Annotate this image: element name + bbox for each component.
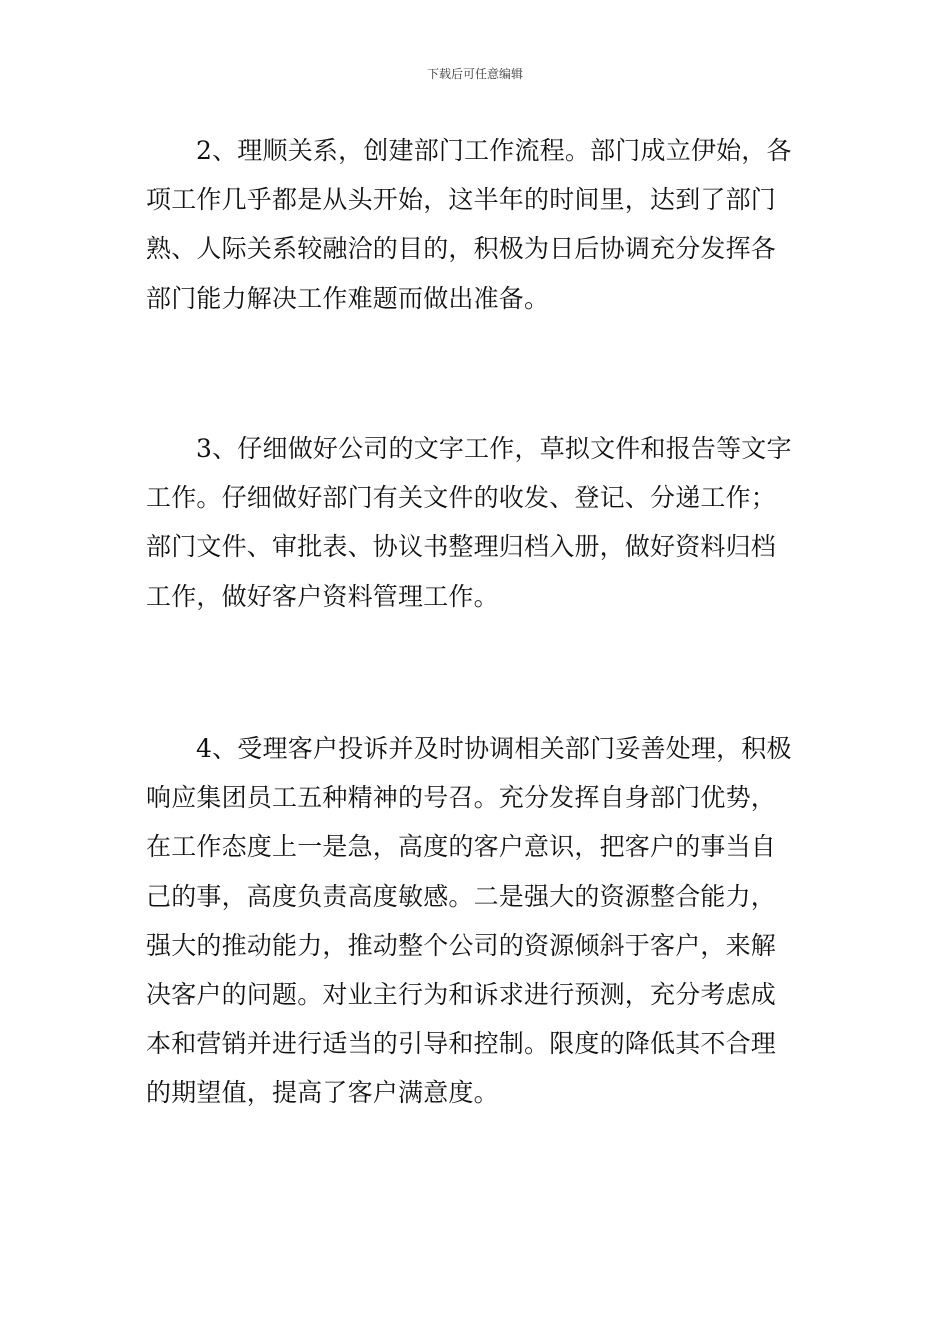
text-line: 工作。仔细做好部门有关文件的收发、登记、分递工作； — [146, 483, 777, 513]
paragraph-item-3 — [146, 424, 806, 621]
text-line: 部门文件、审批表、协议书整理归档入册，做好资料归档 — [146, 532, 777, 562]
paragraph-item-2 — [146, 126, 806, 323]
text-line: 熟、人际关系较融洽的目的，积极为日后协调充分发挥各 — [146, 234, 777, 264]
text-line: 的期望值，提高了客户满意度。 — [146, 1078, 499, 1108]
text-line: 决客户的问题。对业主行为和诉求进行预测，充分考虑成 — [146, 980, 777, 1010]
text-line: 2、理顺关系，创建部门工作流程。部门成立伊始，各 — [196, 136, 792, 165]
text-line: 4、受理客户投诉并及时协调相关部门妥善处理，积极 — [196, 734, 792, 763]
text-line: 响应集团员工五种精神的号召。充分发挥自身部门优势， — [146, 783, 777, 813]
text-line: 部门能力解决工作难题而做出准备。 — [146, 283, 550, 313]
text-line: 己的事，高度负责高度敏感。二是强大的资源整合能力， — [146, 881, 777, 911]
paragraph-item-4 — [146, 724, 806, 1118]
text-line: 强大的推动能力，推动整个公司的资源倾斜于客户，来解 — [146, 930, 777, 960]
text-line: 项工作几乎都是从头开始，这半年的时间里，达到了部门 — [146, 185, 777, 215]
text-line: 工作，做好客户资料管理工作。 — [146, 581, 499, 611]
text-line: 本和营销并进行适当的引导和控制。限度的降低其不合理 — [146, 1029, 777, 1059]
text-line: 3、仔细做好公司的文字工作，草拟文件和报告等文字 — [196, 434, 792, 463]
text-line: 在工作态度上一是急，高度的客户意识，把客户的事当自 — [146, 832, 777, 862]
page-header-note: 下载后可任意编辑 — [426, 67, 523, 81]
